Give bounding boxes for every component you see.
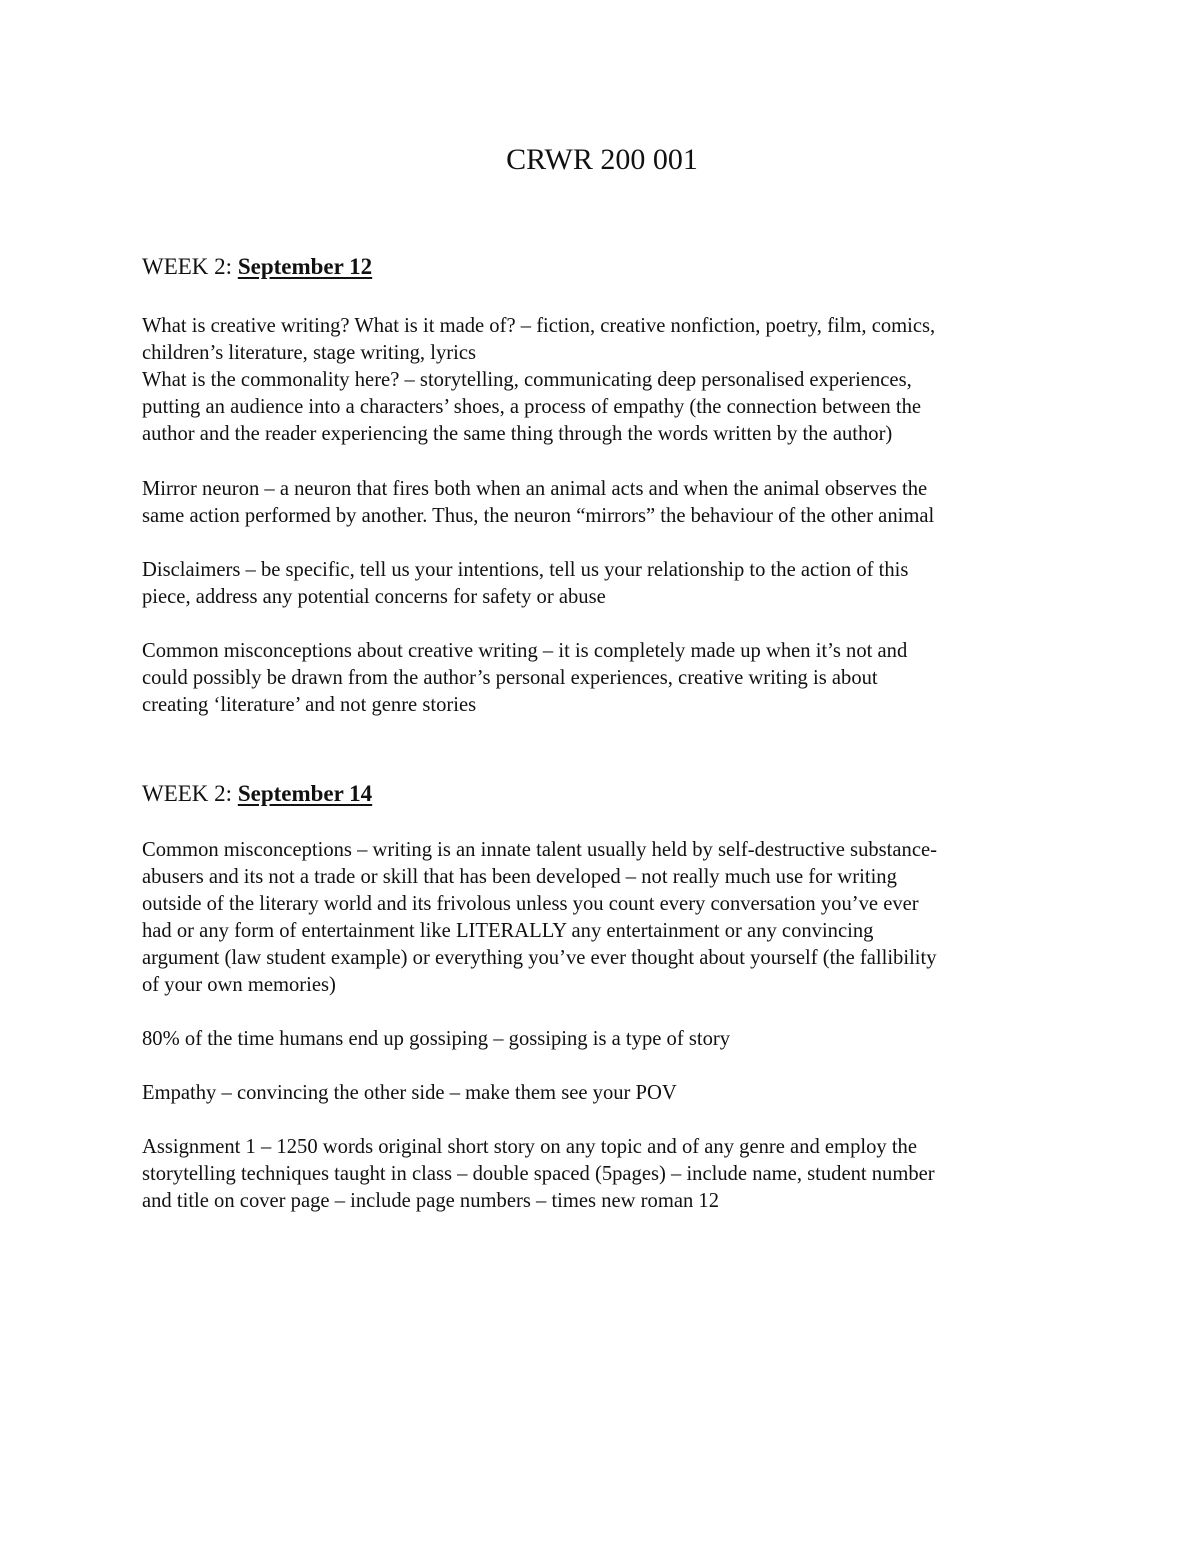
- paragraph-common-misconceptions: [142, 837, 1057, 999]
- document-title: CRWR 200 001: [506, 143, 698, 176]
- text-line: of your own memories): [142, 974, 336, 996]
- text-line: Assignment 1 – 1250 words original short story on any topic and of any genre and employ the: [142, 1136, 917, 1158]
- text-line: argument (law student example) or everything you’ve ever thought about yourself (the fallibility: [142, 947, 937, 969]
- week-label: WEEK 2:: [142, 781, 238, 806]
- text-line: Common misconceptions about creative writing – it is completely made up when it’s not and: [142, 640, 908, 662]
- text-line: Disclaimers – be specific, tell us your intentions, tell us your relationship to the action of this: [142, 559, 909, 581]
- text-line: Mirror neuron – a neuron that fires both when an animal acts and when the animal observes the: [142, 478, 928, 500]
- paragraph-assignment: [142, 1134, 1057, 1215]
- text-line: creating ‘literature’ and not genre stories: [142, 694, 477, 716]
- section-heading-sept-14: [142, 779, 372, 809]
- text-line: same action performed by another. Thus, the neuron “mirrors” the behaviour of the other animal: [142, 505, 935, 527]
- text-line: children’s literature, stage writing, lyrics: [142, 342, 476, 364]
- text-line: What is creative writing? What is it made of? – fiction, creative nonfiction, poetry, film, comics,: [142, 315, 936, 337]
- paragraph-creative-writing: [142, 313, 1057, 448]
- text-line: What is the commonality here? – storytelling, communicating deep personalised experiences,: [142, 369, 912, 391]
- section-date: September 12: [237, 254, 373, 279]
- text-line: outside of the literary world and its frivolous unless you count every conversation you’ve ever: [142, 893, 919, 915]
- text-line: Empathy – convincing the other side – make them see your POV: [142, 1082, 677, 1104]
- paragraph-disclaimers: [142, 557, 1057, 611]
- paragraph-empathy: [142, 1080, 1057, 1107]
- paragraph-misconceptions: [142, 638, 1057, 719]
- text-line: Common misconceptions – writing is an innate talent usually held by self-destructive substance-: [142, 839, 937, 861]
- week-label: WEEK 2:: [142, 254, 238, 279]
- paragraph-gossiping: [142, 1026, 1057, 1053]
- text-line: abusers and its not a trade or skill that has been developed – not really much use for writing: [142, 866, 897, 888]
- text-line: and title on cover page – include page numbers – times new roman 12: [142, 1190, 720, 1212]
- text-line: could possibly be drawn from the author’s personal experiences, creative writing is about: [142, 667, 878, 689]
- paragraph-mirror-neuron: [142, 476, 1057, 530]
- text-line: piece, address any potential concerns for safety or abuse: [142, 586, 606, 608]
- section-date: September 14: [237, 781, 373, 806]
- text-line: storytelling techniques taught in class – double spaced (5pages) – include name, student number: [142, 1163, 935, 1185]
- text-line: putting an audience into a characters’ shoes, a process of empathy (the connection between the: [142, 396, 922, 418]
- section-heading-sept-12: [142, 252, 372, 282]
- text-line: had or any form of entertainment like LITERALLY any entertainment or any convincing: [142, 920, 874, 942]
- text-line: author and the reader experiencing the same thing through the words written by the author): [142, 423, 893, 445]
- text-line: 80% of the time humans end up gossiping – gossiping is a type of story: [142, 1028, 731, 1050]
